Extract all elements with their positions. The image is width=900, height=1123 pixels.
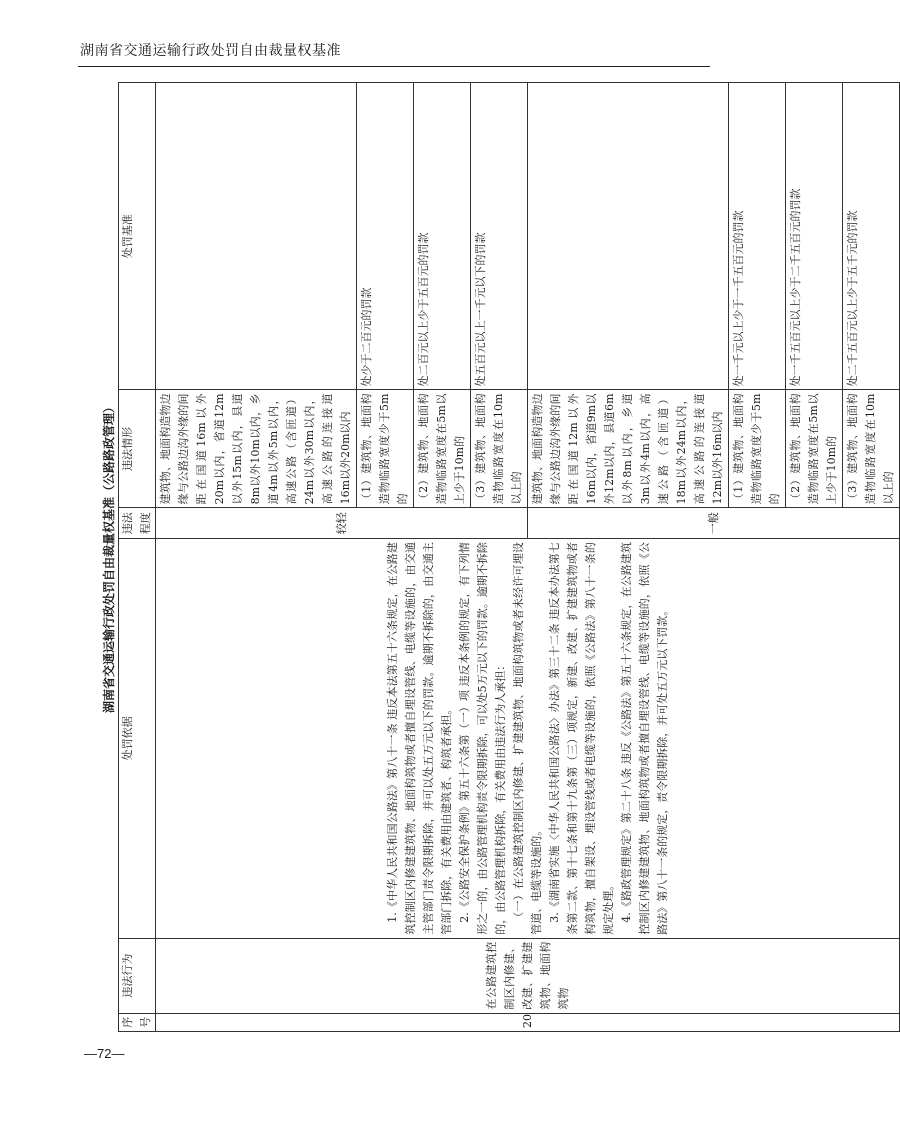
table-header-row	[119, 83, 156, 1032]
case-cell: （2）建筑物、地面构造物临路宽度在5m以上少于10m的	[414, 390, 471, 508]
level-cell: 一般	[528, 508, 900, 539]
col-level: 违法程度	[119, 508, 156, 539]
penalty-cell: 处一千元以上少于一千五百元的罚款	[729, 83, 786, 391]
basis-item: （一）在公路建筑控制区内修建、扩建建筑物、地面构筑物或者未经许可埋设管道、电缆等设施的。	[511, 542, 543, 935]
row-basis	[156, 539, 900, 939]
row-act: 在公路建筑控制区内修建、改建、扩建建筑物、地面构筑物	[156, 938, 900, 1013]
penalty-blank	[528, 83, 729, 391]
case-cell: （3）建筑物、地面构造物临路宽度在10m以上的	[471, 390, 528, 508]
col-penalty: 处罚基准	[119, 83, 156, 391]
basis-item: 2.《公路安全保护条例》第五十六条第（一）项 违反本条例的规定，有下列情形之一的，由公路管理机构责令限期拆除，可以处5万元以下的罚款。逾期不拆除的，由公路管理机构拆除，有关费用由违法行为人承担：	[457, 542, 507, 935]
case-general: 建筑物、地面构造物边缘与公路边沟外缘的间距在国道12m以外16m以内，省道9m以外12m以内，县道6m以外8m以内，乡道3m以外4m以内，高速公路（含匝道）18m以外24m以内，高速公路的连接道12m以外16m以内	[528, 390, 729, 508]
table-caption: 湖南省交通运输行政处罚自由裁量权基准（公路路政管理）	[102, 401, 116, 714]
col-act: 违法行为	[119, 938, 156, 1013]
penalty-blank	[156, 83, 357, 391]
case-cell: （2）建筑物、地面构造物临路宽度在5m以上少于10m的	[786, 390, 843, 508]
case-cell: （3）建筑物、地面构造物临路宽度在10m以上的	[843, 390, 900, 508]
col-basis: 处罚依据	[119, 539, 156, 939]
basis-item: 3.《湖南省实施〈中华人民共和国公路法〉办法》第三十二条 违反本办法第七条第二款、第十七条和第十九条第（三）项规定，新建、改建、扩建建筑物或者构筑物，擅自架设、埋设管线或者电缆等设施的，依照《公路法》第八十一条的规定处理。	[547, 542, 615, 935]
row-seq: 20	[156, 1013, 900, 1031]
header-rule	[78, 66, 710, 67]
case-general: 建筑物、地面构造物边缘与公路边沟外缘的间距在国道16m以外20m以内，省道12m以外15m以内，县道8m以外10m以内，乡道4m以外5m以内，高速公路（含匝道）24m以外30m以内，高速公路的连接道16m以外20m以内	[156, 390, 357, 508]
penalty-cell: 处五百元以上一千元以下的罚款	[471, 83, 528, 391]
rotated-table-page	[100, 82, 895, 1032]
penalty-cell: 处少于二百元的罚款	[357, 83, 414, 391]
table-row	[156, 83, 357, 1032]
level-cell: 较轻	[156, 508, 528, 539]
page-number: —72—	[84, 1046, 125, 1061]
penalty-standard-table	[118, 82, 900, 1032]
col-case: 违法情形	[119, 390, 156, 508]
penalty-cell: 处二百元以上少于五百元的罚款	[414, 83, 471, 391]
basis-item: 4.《路政管理规定》第二十八条 违反《公路法》第五十六条规定，在公路建筑控制区内修建建筑物、地面构筑物或者擅自埋设管线、电缆等设施的，依照《公路法》第八十一条的规定，责令限期拆除，并可处五万元以下罚款。	[619, 542, 669, 935]
basis-item: 1.《中华人民共和国公路法》第八十一条 违反本法第五十六条规定，在公路建筑控制区内修建建筑物、地面构筑物或者擅自埋设管线、电缆等设施的，由交通主管部门责令限期拆除，并可以处五万元以下的罚款。逾期不拆除的，由交通主管部门拆除，有关费用由建筑者、构筑者承担。	[385, 542, 453, 935]
case-cell: （1）建筑物、地面构造物临路宽度少于5m的	[357, 390, 414, 508]
case-cell: （1）建筑物、地面构造物临路宽度少于5m的	[729, 390, 786, 508]
col-seq: 序号	[119, 1013, 156, 1031]
penalty-cell: 处一千五百元以上少于二千五百元的罚款	[786, 83, 843, 391]
penalty-cell: 处二千五百元以上少于五千元的罚款	[843, 83, 900, 391]
running-header: 湖南省交通运输行政处罚自由裁量权基准	[80, 43, 341, 59]
